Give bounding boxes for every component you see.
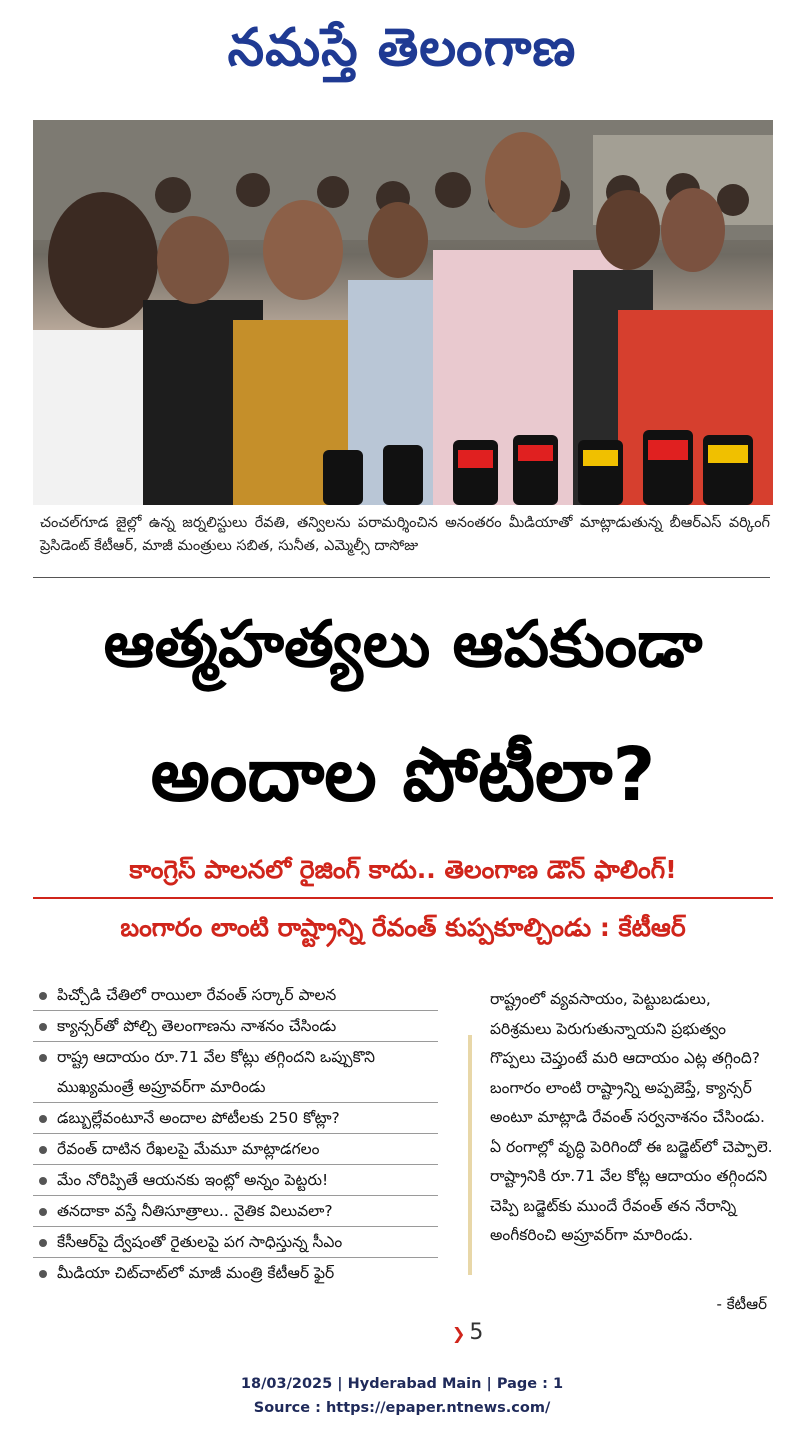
photo-caption: చంచల్‌గూడ జైల్లో ఉన్న జర్నలిస్టులు రేవతి, తన్విలను పరామర్శించిన అనంతరం మీడియాతో మాట్లాడుతున్న బీఆర్‌ఎస్ వర్కింగ్ ప్రెసిడెంట్ కేటీఆర్, మాజీ మంత్రులు సబిత, సునీత, ఎమ్మెల్సీ దాసోజు bbox=[40, 515, 770, 554]
newspaper-title: నమస్తే తెలంగాణ bbox=[227, 17, 577, 78]
highlight-item: కేసీఆర్‌పై ద్వేషంతో రైతులపై పగ సాధిస్తున్న సీఎం bbox=[33, 1227, 438, 1258]
subheadline-1: కాంగ్రెస్ పాలనలో రైజింగ్ కాదు.. తెలంగాణ డౌన్ ఫాలింగ్! bbox=[129, 855, 677, 884]
masthead bbox=[0, 8, 804, 88]
continued-page-link[interactable] bbox=[452, 1320, 483, 1345]
highlight-item: క్యాన్సర్‌తో పోల్చి తెలంగాణను నాశనం చేసిండు bbox=[33, 1011, 438, 1042]
highlight-item: తనదాకా వస్తే నీతిసూత్రాలు.. నైతిక విలువలా? bbox=[33, 1196, 438, 1227]
quote-accent-bar bbox=[468, 1035, 472, 1275]
subheadline-divider bbox=[33, 897, 773, 899]
quote-box bbox=[468, 985, 773, 1315]
highlight-item: రేవంత్ దాటిన రేఖలపై మేమూ మాట్లాడగలం bbox=[33, 1134, 438, 1165]
chevron-right-icon: ❯ bbox=[452, 1323, 466, 1343]
press-conference-photo bbox=[33, 120, 773, 505]
headline-line-2: అందాల పోటీలా? bbox=[150, 732, 656, 818]
highlight-item: మేం నోరిప్పితే ఆయనకు ఇంట్లో అన్నం పెట్టరు! bbox=[33, 1165, 438, 1196]
caption-divider bbox=[33, 577, 770, 578]
highlight-item: పిచ్చోడి చేతిలో రాయిలా రేవంత్ సర్కార్ పాలన bbox=[33, 980, 438, 1011]
highlight-item: మీడియా చిట్‌చాట్‌లో మాజీ మంత్రి కేటీఆర్ ఫైర్ bbox=[33, 1258, 438, 1288]
edition-info: 18/03/2025 | Hyderabad Main | Page : 1 bbox=[240, 1376, 564, 1392]
highlight-item: రాష్ట్ర ఆదాయం రూ.71 వేల కోట్లు తగ్గిందని ఒప్పుకొని ముఖ్యమంత్రే అప్రూవర్‌గా మారిండు bbox=[33, 1042, 438, 1103]
quote-author: - కేటీఆర్ bbox=[716, 1295, 767, 1313]
source-link[interactable]: Source : https://epaper.ntnews.com/ bbox=[253, 1400, 551, 1416]
continued-page-number: 5 bbox=[469, 1320, 484, 1345]
subheadline-2: బంగారం లాంటి రాష్ట్రాన్ని రేవంత్ కుప్పకూల్చిండు : కేటీఆర్ bbox=[120, 913, 686, 942]
highlights-list bbox=[33, 980, 438, 1288]
quote-text: రాష్ట్రంలో వ్యవసాయం, పెట్టుబడులు, పరిశ్రమలు పెరుగుతున్నాయని ప్రభుత్వం గొప్పలు చెప్తుంటే మరి ఆదాయం ఎట్ల తగ్గింది? బంగారం లాంటి రాష్ట్రాన్ని అప్పజెప్తే, క్యాన్సర్ అంటూ మాట్లాడి రేవంత్ సర్వనాశనం చేసిండు. ఏ రంగాల్లో వృద్ధి పెరిగిందో ఈ బడ్జెట్‌లో చెప్పాలె. రాష్ట్రానికి రూ.71 వేల కోట్ల ఆదాయం తగ్గిందని చెప్పి బడ్జెట్‌కు ముందే రేవంత్ తన నేరాన్ని అంగీకరించి అప్రూవర్‌గా మారిండు. bbox=[490, 990, 773, 1244]
highlight-item: డబ్బుల్లేవంటూనే అందాల పోటీలకు 250 కోట్లా? bbox=[33, 1103, 438, 1134]
headline-line-1: ఆత్మహత్యలు ఆపకుండా bbox=[103, 608, 703, 682]
photo-illustration bbox=[33, 120, 773, 505]
